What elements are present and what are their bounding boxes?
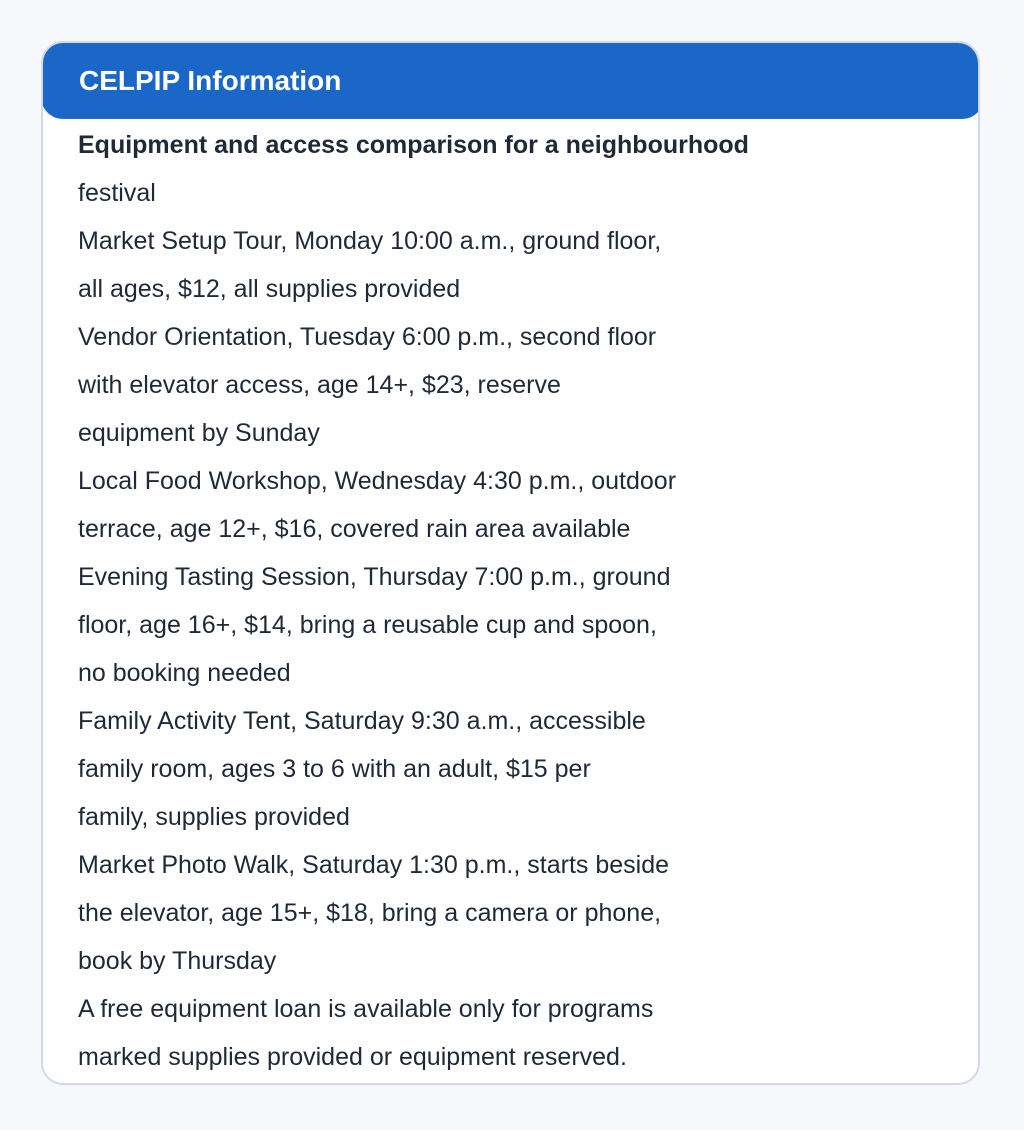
- content-line: equipment by Sunday: [78, 419, 320, 447]
- content-line: Market Setup Tour, Monday 10:00 a.m., ground floor,: [78, 227, 662, 255]
- content-line: with elevator access, age 14+, $23, reserve: [78, 371, 561, 399]
- card-header: [41, 41, 980, 119]
- content-line: floor, age 16+, $14, bring a reusable cup and spoon,: [78, 611, 657, 639]
- content-line: Family Activity Tent, Saturday 9:30 a.m., accessible: [78, 707, 646, 735]
- card-content: [78, 121, 878, 1081]
- content-line: family, supplies provided: [78, 803, 350, 831]
- content-line: marked supplies provided or equipment reserved.: [78, 1043, 627, 1071]
- content-line: all ages, $12, all supplies provided: [78, 275, 461, 303]
- content-line: Local Food Workshop, Wednesday 4:30 p.m., outdoor: [78, 467, 677, 495]
- content-line: festival: [78, 179, 156, 207]
- content-line: the elevator, age 15+, $18, bring a camera or phone,: [78, 899, 662, 927]
- content-line: Market Photo Walk, Saturday 1:30 p.m., starts beside: [78, 851, 670, 879]
- content-line: Vendor Orientation, Tuesday 6:00 p.m., second floor: [78, 323, 657, 351]
- content-line: no booking needed: [78, 659, 291, 687]
- content-line: A free equipment loan is available only for programs: [78, 995, 654, 1023]
- card-title: CELPIP Information: [79, 65, 342, 96]
- content-line: family room, ages 3 to 6 with an adult, $15 per: [78, 755, 591, 783]
- content-line: terrace, age 12+, $16, covered rain area available: [78, 515, 631, 543]
- content-heading-line: Equipment and access comparison for a neighbourhood: [78, 131, 749, 159]
- content-line: Evening Tasting Session, Thursday 7:00 p.m., ground: [78, 563, 671, 591]
- content-line: book by Thursday: [78, 947, 277, 975]
- info-card: [41, 41, 980, 1085]
